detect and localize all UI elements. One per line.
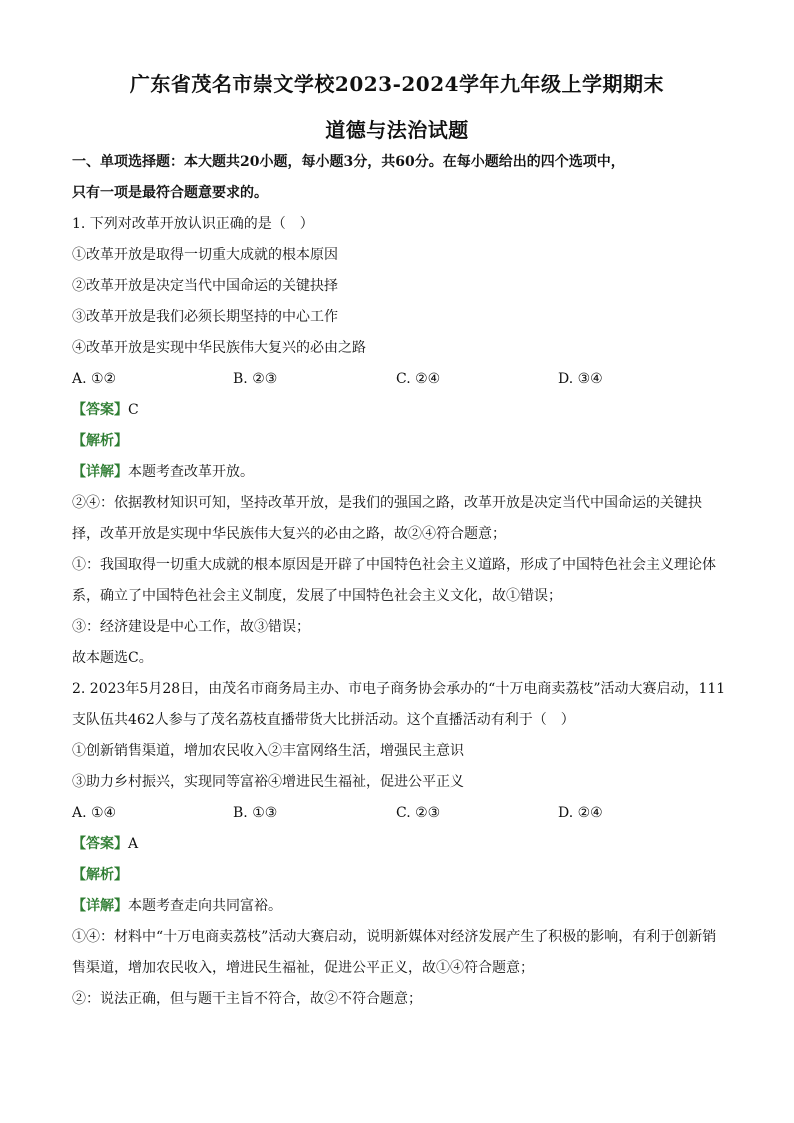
question-1-analysis-tag	[72, 431, 732, 451]
question-1-statement: ③改革开放是我们必须长期坚持的中心工作	[72, 309, 338, 325]
question-1-explanation: ③：经济建设是中心工作，故③错误；	[72, 619, 310, 635]
detail-tag: 【详解】	[72, 898, 128, 914]
question-1-explanation: ①：我国取得一切重大成就的根本原因是开辟了中国特色社会主义道路，形成了中国特色社会主义理论体	[72, 557, 716, 573]
analysis-tag: 【解析】	[72, 867, 128, 883]
question-2-explanation: 售渠道，增加农民收入，增进民生福祉，促进公平正义，故①④符合题意；	[72, 960, 534, 976]
detail-intro: 本题考查改革开放。	[128, 464, 254, 480]
document-subtitle: 道德与法治试题	[325, 118, 469, 142]
question-1-answer	[72, 400, 732, 420]
question-1-statement: ④改革开放是实现中华民族伟大复兴的必由之路	[72, 340, 366, 356]
question-1-detail	[72, 462, 732, 482]
question-1-statement: ②改革开放是决定当代中国命运的关键抉择	[72, 278, 338, 294]
question-2-option-b: B. ①③	[233, 805, 278, 821]
section-heading: 一、单项选择题：本大题共20小题，每小题3分，共60分。在每小题给出的四个选项中，	[72, 154, 625, 170]
question-1-explanation: ②④：依据教材知识可知，坚持改革开放，是我们的强国之路，改革开放是决定当代中国命运的关键抉	[72, 495, 702, 511]
question-2-statement: ①创新销售渠道，增加农民收入②丰富网络生活，增强民主意识	[72, 743, 464, 759]
question-2-stem: 2. 2023年5月28日，由茂名市商务局主办、市电子商务协会承办的“十万电商卖荔枝”活动大赛启动，111	[72, 681, 726, 697]
question-1-explanation: 择，改革开放是实现中华民族伟大复兴的必由之路，故②④符合题意；	[72, 526, 506, 542]
question-2-option-d: D. ②④	[558, 805, 603, 821]
question-1-option-d: D. ③④	[558, 371, 603, 387]
analysis-tag: 【解析】	[72, 433, 128, 449]
question-2-explanation: ①④：材料中“十万电商卖荔枝”活动大赛启动，说明新媒体对经济发展产生了积极的影响，有利于创新销	[72, 929, 717, 945]
question-1-option-b: B. ②③	[233, 371, 278, 387]
question-2-option-c: C. ②③	[396, 805, 441, 821]
question-1-explanation: 系，确立了中国特色社会主义制度，发展了中国特色社会主义文化，故①错误；	[72, 588, 562, 604]
detail-intro: 本题考查走向共同富裕。	[128, 898, 282, 914]
question-2-explanation: ②：说法正确，但与题干主旨不符合，故②不符合题意；	[72, 991, 422, 1007]
question-1-option-c: C. ②④	[396, 371, 441, 387]
question-1-statement: ①改革开放是取得一切重大成就的根本原因	[72, 247, 338, 263]
question-2-detail	[72, 896, 732, 916]
question-2-option-a: A. ①④	[72, 805, 117, 821]
question-2-answer	[72, 834, 732, 854]
section-heading-continued: 只有一项是最符合题意要求的。	[72, 185, 268, 201]
question-1-conclusion: 故本题选C。	[72, 650, 153, 666]
answer-tag: 【答案】	[72, 402, 128, 418]
answer-value: C	[128, 402, 139, 418]
question-2-statement: ③助力乡村振兴，实现同等富裕④增进民生福祉，促进公平正义	[72, 774, 464, 790]
document-title: 广东省茂名市崇文学校2023-2024学年九年级上学期期末	[129, 72, 665, 96]
question-2-stem-continued: 支队伍共462人参与了茂名荔枝直播带货大比拼活动。这个直播活动有利于（ ）	[72, 712, 575, 728]
question-1-option-a: A. ①②	[72, 371, 117, 387]
answer-tag: 【答案】	[72, 836, 128, 852]
question-2-analysis-tag	[72, 865, 732, 885]
question-1-stem: 1. 下列对改革开放认识正确的是（ ）	[72, 216, 314, 232]
detail-tag: 【详解】	[72, 464, 128, 480]
answer-value: A	[128, 836, 139, 852]
